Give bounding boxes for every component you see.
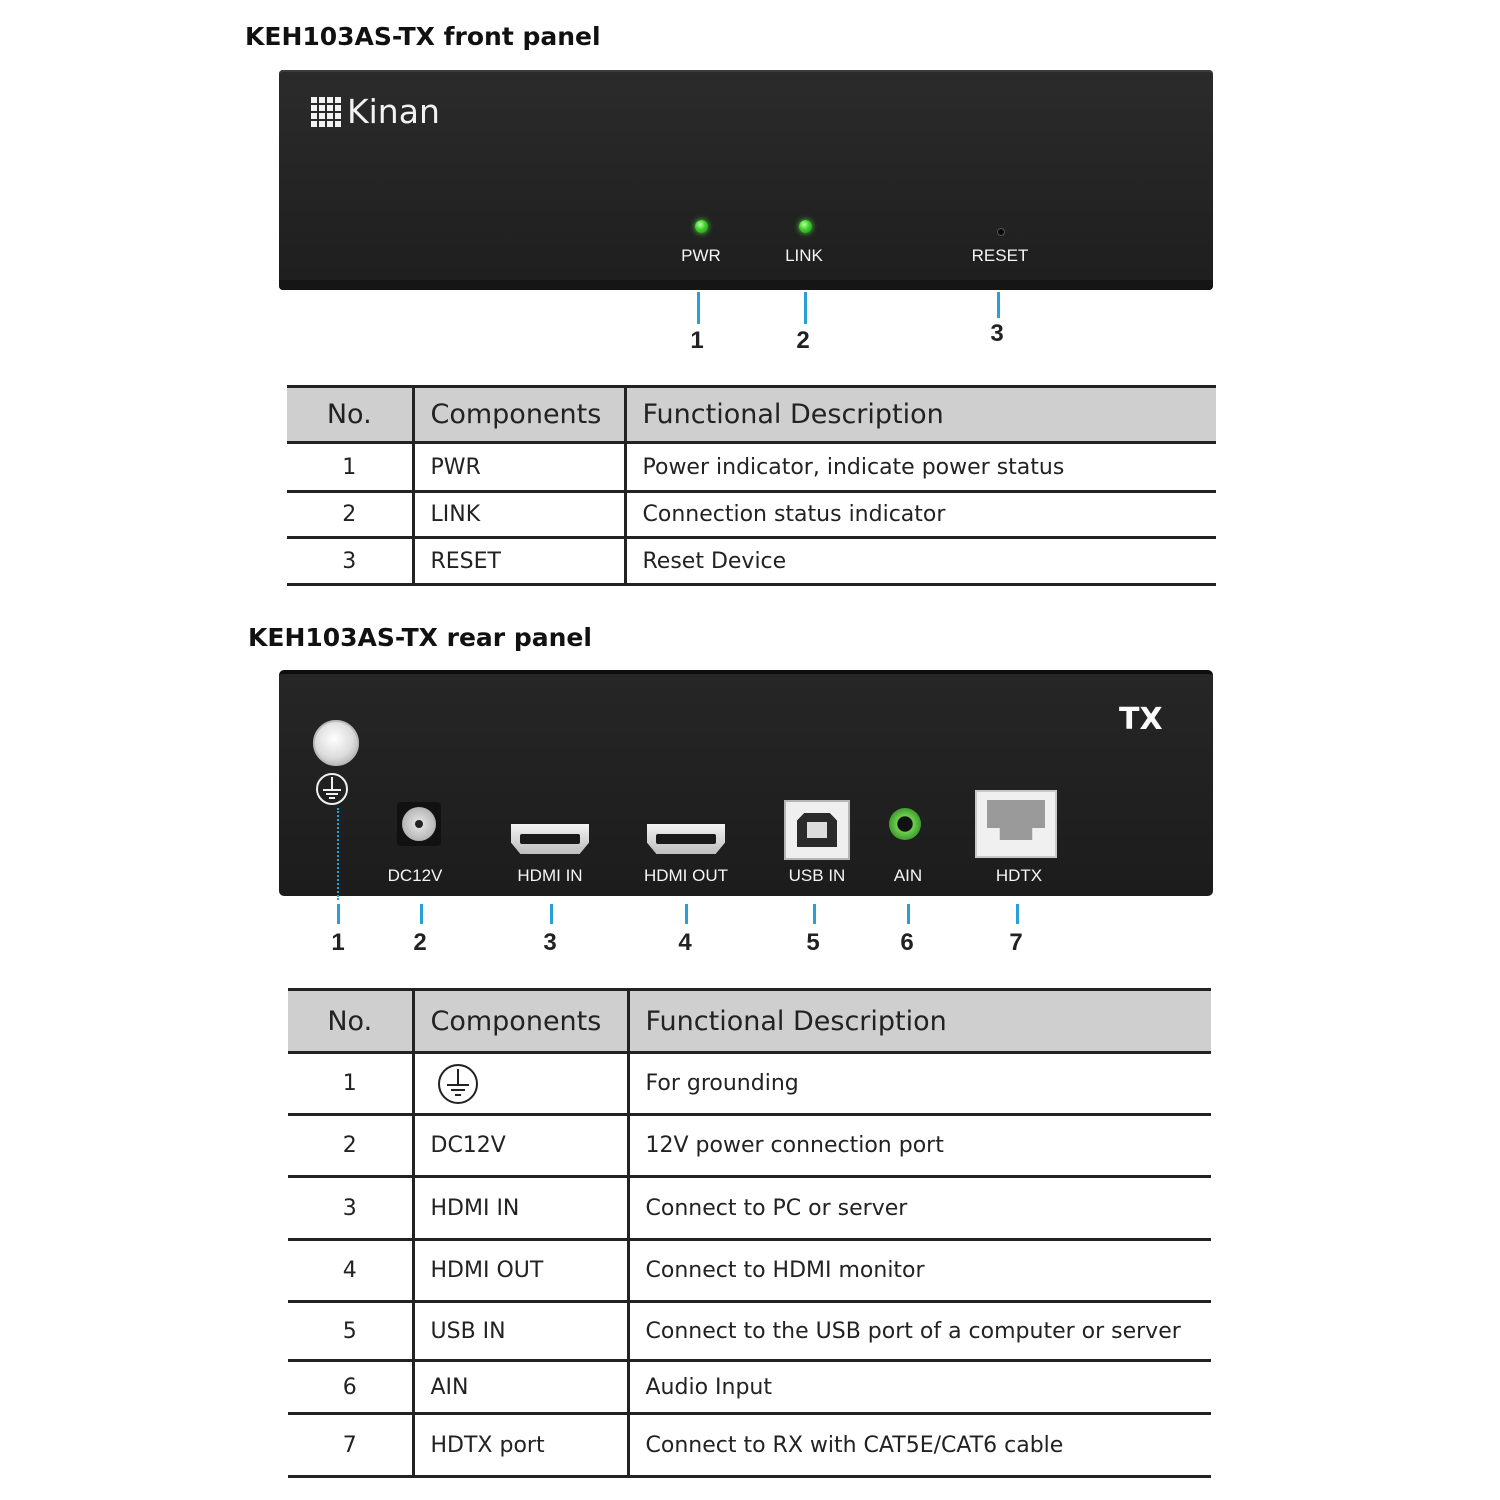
logo-grid-icon bbox=[311, 97, 341, 127]
callout-number-1: 1 bbox=[690, 327, 704, 354]
row-component: HDMI OUT bbox=[413, 1240, 628, 1302]
panel-label-reset: RESET bbox=[971, 246, 1029, 265]
row-description: For grounding bbox=[628, 1053, 1211, 1115]
table-row bbox=[287, 443, 1216, 492]
row-number: 3 bbox=[287, 538, 413, 585]
ground-symbol-icon bbox=[315, 772, 349, 806]
row-description: 12V power connection port bbox=[628, 1115, 1211, 1177]
panel-label-hdtx: HDTX bbox=[995, 866, 1043, 885]
callout-line-4 bbox=[685, 904, 688, 924]
callout-number-3: 3 bbox=[990, 320, 1004, 347]
hdmi-in-port-icon[interactable] bbox=[511, 824, 589, 854]
callout-number-1: 1 bbox=[331, 929, 345, 956]
row-description: Connect to RX with CAT5E/CAT6 cable bbox=[628, 1414, 1211, 1477]
ground-dotted-line bbox=[337, 808, 339, 900]
row-number: 2 bbox=[288, 1115, 413, 1177]
header-no: No. bbox=[288, 990, 413, 1053]
hdtx-rj45-port-icon[interactable] bbox=[975, 790, 1057, 858]
panel-label-ain: AIN bbox=[893, 866, 923, 885]
callout-number-3: 3 bbox=[543, 929, 557, 956]
panel-label-hdmi-in: HDMI IN bbox=[517, 866, 583, 885]
header-components: Components bbox=[413, 990, 628, 1053]
callout-line-7 bbox=[1016, 904, 1019, 924]
callout-number-6: 6 bbox=[900, 929, 914, 956]
ain-audio-jack-icon[interactable] bbox=[889, 808, 921, 840]
front-panel-device bbox=[279, 70, 1213, 290]
dc12v-port-icon[interactable] bbox=[397, 802, 441, 846]
row-component: RESET bbox=[413, 538, 625, 585]
row-number: 6 bbox=[288, 1361, 413, 1414]
table-row bbox=[288, 1053, 1211, 1115]
callout-number-2: 2 bbox=[413, 929, 427, 956]
table-header-row bbox=[287, 387, 1216, 443]
panel-label-usb-in: USB IN bbox=[788, 866, 846, 885]
reset-pinhole[interactable] bbox=[997, 228, 1005, 236]
table-row bbox=[288, 1414, 1211, 1477]
row-component: LINK bbox=[413, 492, 625, 538]
row-component bbox=[413, 1053, 628, 1115]
table-header-row bbox=[288, 990, 1211, 1053]
rear-panel-title: KEH103AS-TX rear panel bbox=[248, 623, 592, 652]
pwr-led-icon bbox=[695, 220, 708, 233]
panel-label-dc12v: DC12V bbox=[387, 866, 443, 885]
row-description: Reset Device bbox=[625, 538, 1216, 585]
callout-line-2 bbox=[420, 904, 423, 924]
table-row bbox=[287, 538, 1216, 585]
row-component: HDTX port bbox=[413, 1414, 628, 1477]
callout-number-7: 7 bbox=[1009, 929, 1023, 956]
table-row bbox=[288, 1177, 1211, 1240]
hdmi-out-port-icon[interactable] bbox=[647, 824, 725, 854]
usb-in-port-icon[interactable] bbox=[784, 800, 850, 860]
callout-line-1 bbox=[337, 904, 340, 924]
front-panel-title: KEH103AS-TX front panel bbox=[245, 22, 601, 51]
table-row bbox=[288, 1240, 1211, 1302]
rear-panel-table bbox=[288, 988, 1211, 1478]
callout-number-2: 2 bbox=[796, 327, 810, 354]
panel-label-hdmi-out: HDMI OUT bbox=[643, 866, 729, 885]
table-row bbox=[288, 1302, 1211, 1361]
row-component: DC12V bbox=[413, 1115, 628, 1177]
rear-panel-device bbox=[279, 670, 1213, 896]
link-led-icon bbox=[799, 220, 812, 233]
front-panel-table bbox=[287, 385, 1216, 586]
table-row bbox=[288, 1115, 1211, 1177]
panel-label-pwr: PWR bbox=[681, 246, 721, 265]
row-number: 4 bbox=[288, 1240, 413, 1302]
row-number: 3 bbox=[288, 1177, 413, 1240]
header-components: Components bbox=[413, 387, 625, 443]
ground-screw-icon bbox=[313, 720, 359, 766]
row-number: 1 bbox=[288, 1053, 413, 1115]
row-description: Connect to the USB port of a computer or server bbox=[628, 1302, 1211, 1361]
row-description: Connect to HDMI monitor bbox=[628, 1240, 1211, 1302]
row-description: Audio Input bbox=[628, 1361, 1211, 1414]
brand-name: Kinan bbox=[347, 92, 440, 131]
row-component: HDMI IN bbox=[413, 1177, 628, 1240]
table-row bbox=[287, 492, 1216, 538]
row-number: 7 bbox=[288, 1414, 413, 1477]
tx-badge: TX bbox=[1119, 702, 1163, 737]
header-no: No. bbox=[287, 387, 413, 443]
row-description: Connection status indicator bbox=[625, 492, 1216, 538]
row-component: USB IN bbox=[413, 1302, 628, 1361]
panel-label-link: LINK bbox=[785, 246, 823, 265]
callout-line-3 bbox=[997, 292, 1000, 318]
callout-number-5: 5 bbox=[806, 929, 820, 956]
callout-line-3 bbox=[550, 904, 553, 924]
callout-line-1 bbox=[697, 292, 700, 324]
row-number: 1 bbox=[287, 443, 413, 492]
callout-number-4: 4 bbox=[678, 929, 692, 956]
row-component: PWR bbox=[413, 443, 625, 492]
row-description: Connect to PC or server bbox=[628, 1177, 1211, 1240]
row-description: Power indicator, indicate power status bbox=[625, 443, 1216, 492]
callout-line-6 bbox=[907, 904, 910, 924]
brand-logo bbox=[311, 92, 440, 131]
callout-line-5 bbox=[813, 904, 816, 924]
table-row bbox=[288, 1361, 1211, 1414]
header-description: Functional Description bbox=[625, 387, 1216, 443]
callout-line-2 bbox=[804, 292, 807, 324]
row-number: 2 bbox=[287, 492, 413, 538]
header-description: Functional Description bbox=[628, 990, 1211, 1053]
row-component: AIN bbox=[413, 1361, 628, 1414]
row-number: 5 bbox=[288, 1302, 413, 1361]
ground-icon bbox=[437, 1063, 479, 1105]
